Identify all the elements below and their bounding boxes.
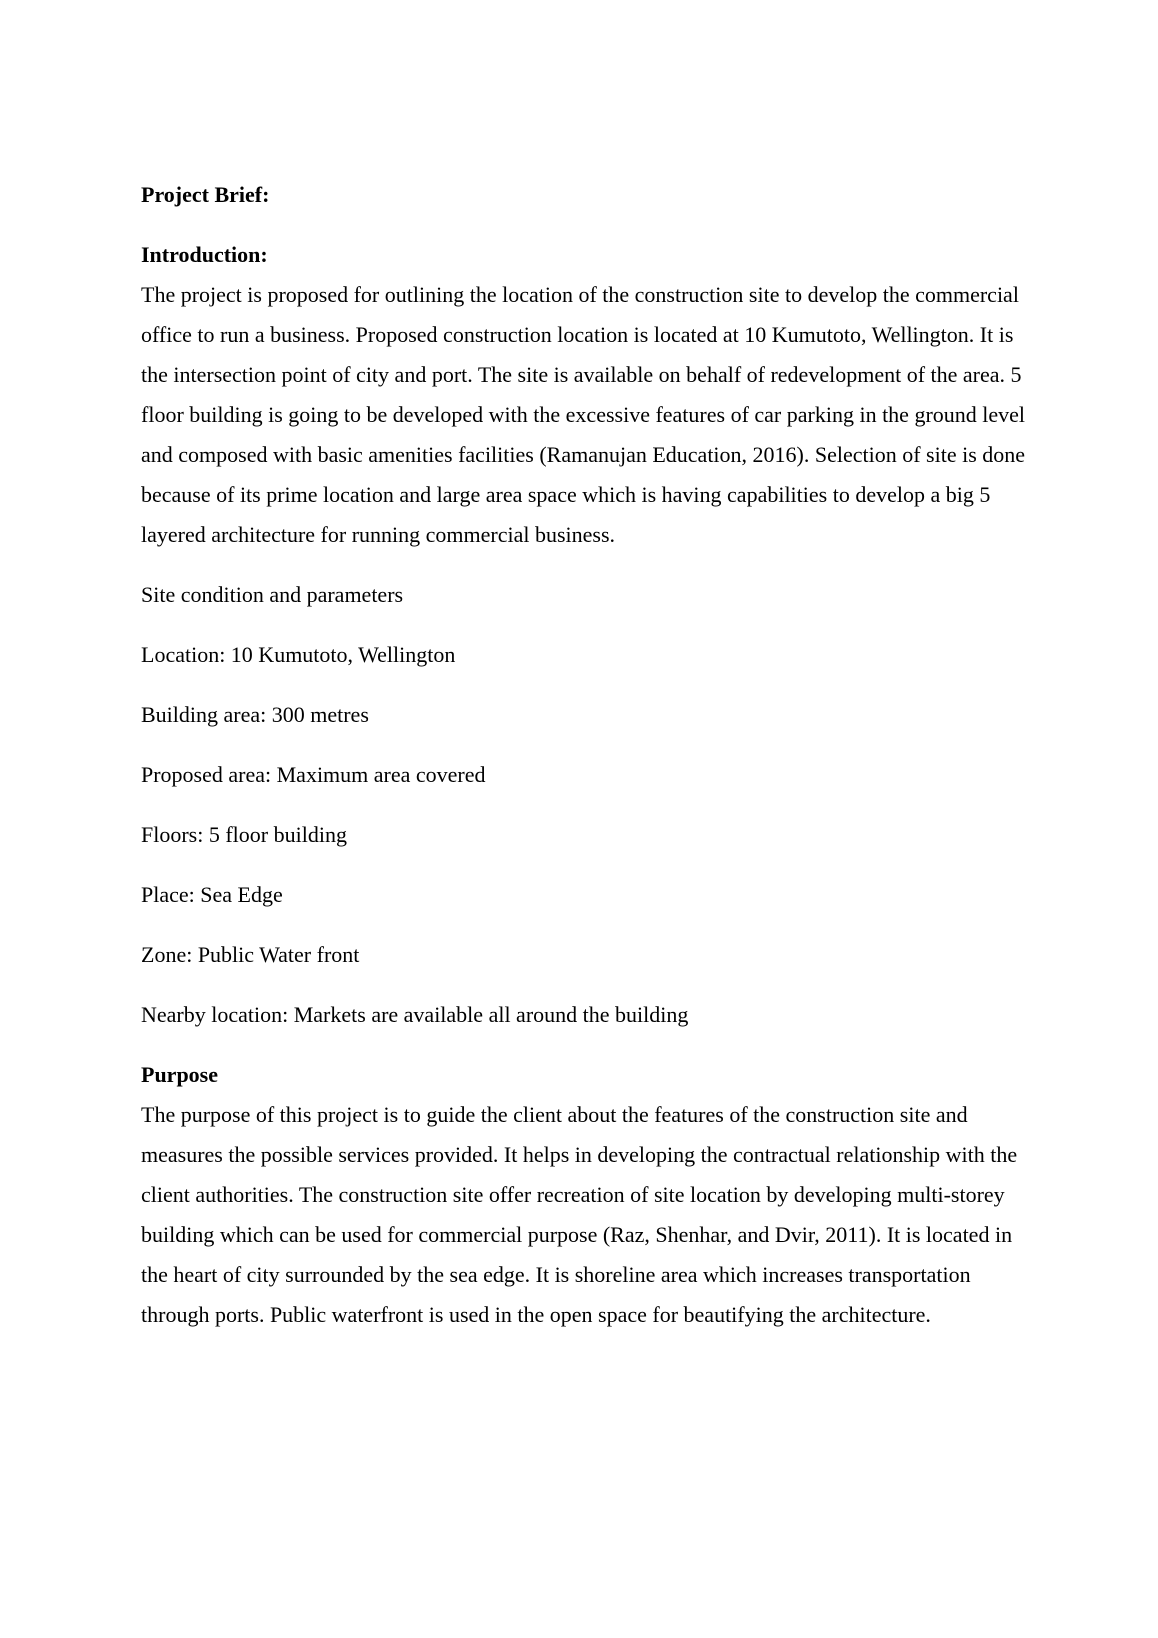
site-building-area: Building area: 300 metres [141, 702, 369, 727]
site-zone: Zone: Public Water front [141, 942, 360, 967]
site-nearby-location: Nearby location: Markets are available all around the building [141, 1002, 689, 1027]
purpose-heading: Purpose [141, 1062, 218, 1087]
introduction-heading: Introduction: [141, 242, 268, 267]
introduction-body: The project is proposed for outlining the location of the construction site to develop the commercial office to run a business. Proposed construction location is located at 10 Kumutoto, Wellington. It is the intersection point of city and port. The site is available on behalf of redevelopment of the area. 5 floor building is going to be developed with the excessive features of car parking in the ground level and composed with basic amenities facilities (Ramanujan Education, 2016). Selection of site is done because of its prime location and large area space which is having capabilities to develop a big 5 layered architecture for running commercial business. [141, 282, 1026, 547]
site-location: Location: 10 Kumutoto, Wellington [141, 642, 456, 667]
purpose-body: The purpose of this project is to guide the client about the features of the construction site and measures the possible services provided. It helps in developing the contractual relationship with the client authorities. The construction site offer recreation of site location by developing multi-storey building which can be used for commercial purpose (Raz, Shenhar, and Dvir, 2011). It is located in the heart of city surrounded by the sea edge. It is shoreline area which increases transportation through ports. Public waterfront is used in the open space for beautifying the architecture. [141, 1102, 1018, 1327]
document-page [141, 175, 1041, 1335]
project-brief-title: Project Brief: [141, 182, 270, 207]
site-floors: Floors: 5 floor building [141, 822, 347, 847]
site-place: Place: Sea Edge [141, 882, 283, 907]
site-heading: Site condition and parameters [141, 582, 404, 607]
site-proposed-area: Proposed area: Maximum area covered [141, 762, 486, 787]
